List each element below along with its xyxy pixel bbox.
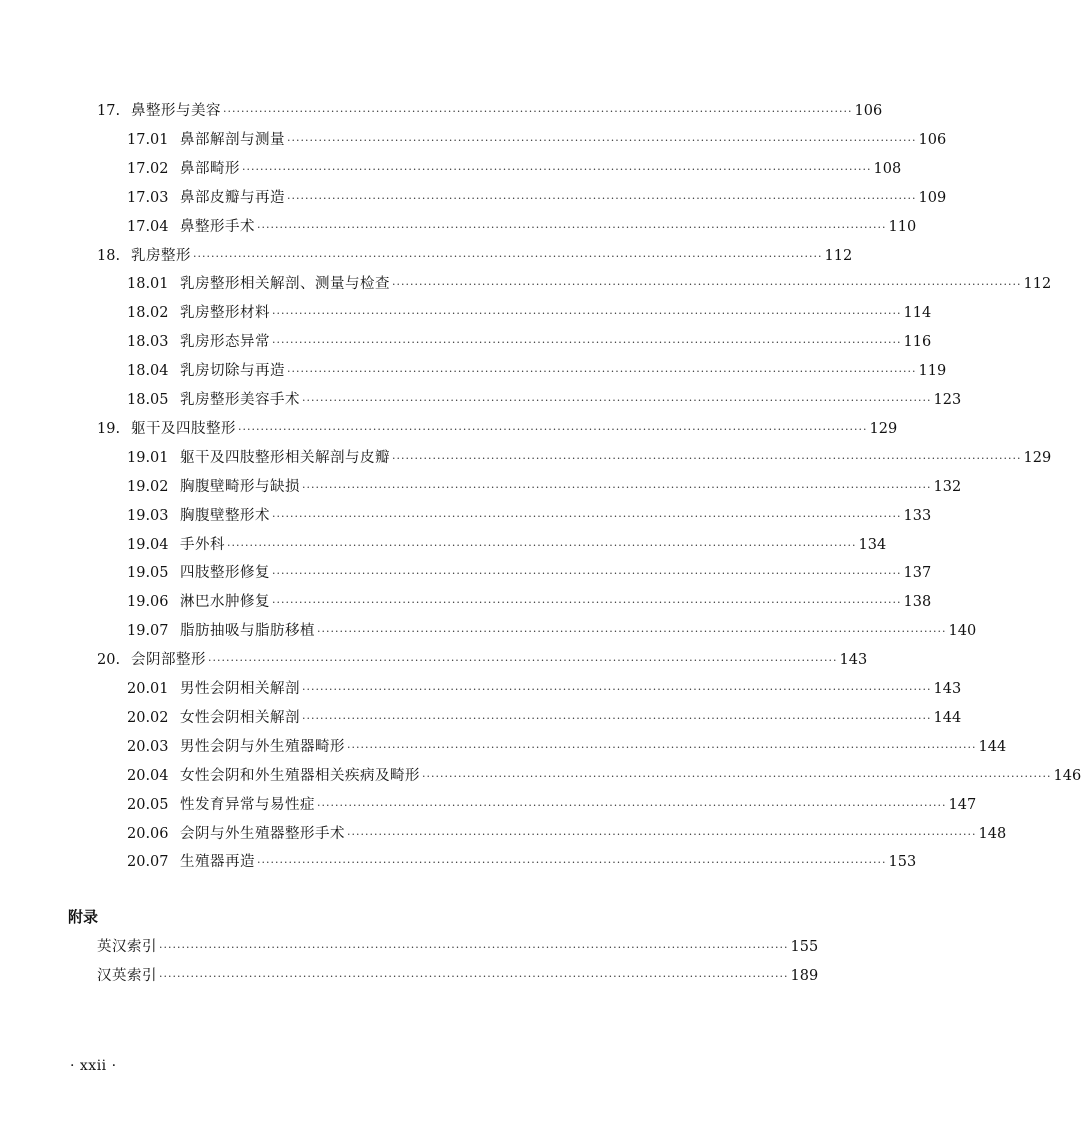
entry-number: 19.02 <box>127 479 169 495</box>
entry-number: 20.03 <box>127 739 169 755</box>
toc-section-entry[interactable] <box>127 331 932 353</box>
appendix-heading: 附录 <box>68 908 99 926</box>
entry-page-number: 138 <box>903 594 932 610</box>
dot-leader: ············································································································································ <box>287 192 917 205</box>
dot-leader: ············································································································································ <box>302 394 932 407</box>
entry-number: 19.06 <box>127 594 169 610</box>
entry-number: 19.04 <box>127 537 169 553</box>
entry-page-number: 109 <box>918 190 947 206</box>
entry-page-number: 112 <box>824 248 853 264</box>
entry-page-number: 143 <box>839 652 868 668</box>
entry-page-number: 134 <box>858 537 887 553</box>
toc-section-entry[interactable] <box>127 736 1007 758</box>
entry-page-number: 153 <box>888 854 917 870</box>
dot-leader: ············································································································································ <box>238 423 868 436</box>
dot-leader: ············································································································································ <box>287 134 917 147</box>
entry-page-number: 129 <box>869 421 898 437</box>
entry-number: 20.04 <box>127 768 169 784</box>
entry-title: 鼻整形与美容 <box>131 103 221 119</box>
entry-title: 手外科 <box>180 537 225 553</box>
dot-leader: ············································································································································ <box>223 105 853 118</box>
entry-title: 生殖器再造 <box>180 854 255 870</box>
toc-chapter-entry[interactable] <box>97 100 883 122</box>
page-number-footer: · xxii · <box>70 1058 117 1074</box>
entry-title: 男性会阴与外生殖器畸形 <box>180 739 345 755</box>
entry-title: 脂肪抽吸与脂肪移植 <box>180 623 315 639</box>
entry-page-number: 123 <box>933 392 962 408</box>
dot-leader: ············································································································································ <box>272 596 902 609</box>
entry-number: 19. <box>97 421 121 437</box>
dot-leader: ············································································································································ <box>302 683 932 696</box>
entry-title: 女性会阴和外生殖器相关疾病及畸形 <box>180 768 420 784</box>
entry-title: 胸腹壁整形术 <box>180 508 270 524</box>
entry-number: 18.02 <box>127 305 169 321</box>
toc-section-entry[interactable] <box>127 505 932 527</box>
toc-section-entry[interactable] <box>127 678 962 700</box>
entry-title: 胸腹壁畸形与缺损 <box>180 479 300 495</box>
entry-page-number: 108 <box>873 161 902 177</box>
entry-title: 会阴部整形 <box>131 652 206 668</box>
dot-leader: ············································································································································ <box>272 510 902 523</box>
toc-section-entry[interactable] <box>127 765 1081 787</box>
dot-leader: ············································································································································ <box>159 941 789 954</box>
dot-leader: ············································································································································ <box>208 654 838 667</box>
toc-section-entry[interactable] <box>127 794 977 816</box>
dot-leader: ············································································································································ <box>317 625 947 638</box>
entry-number: 19.03 <box>127 508 169 524</box>
entry-number: 18.01 <box>127 276 169 292</box>
toc-chapter-entry[interactable] <box>97 649 868 671</box>
entry-page-number: 114 <box>903 305 932 321</box>
entry-page-number: 144 <box>933 710 962 726</box>
entry-title: 男性会阴相关解剖 <box>180 681 300 697</box>
entry-number: 18.04 <box>127 363 169 379</box>
toc-section-entry[interactable] <box>127 476 962 498</box>
entry-number: 20.07 <box>127 854 169 870</box>
entry-page-number: 140 <box>948 623 977 639</box>
entry-number: 20.05 <box>127 797 169 813</box>
entry-title: 乳房整形相关解剖、测量与检查 <box>180 276 390 292</box>
entry-page-number: 110 <box>888 219 917 235</box>
dot-leader: ············································································································································ <box>317 799 947 812</box>
entry-title: 躯干及四肢整形相关解剖与皮瓣 <box>180 450 390 466</box>
dot-leader: ············································································································································ <box>302 481 932 494</box>
entry-page-number: 106 <box>854 103 883 119</box>
entry-number: 20.01 <box>127 681 169 697</box>
entry-page-number: 147 <box>948 797 977 813</box>
entry-number: 19.01 <box>127 450 169 466</box>
entry-title: 鼻部畸形 <box>180 161 240 177</box>
dot-leader: ············································································································································ <box>392 278 1022 291</box>
entry-title: 乳房整形美容手术 <box>180 392 300 408</box>
toc-section-entry[interactable] <box>127 129 947 151</box>
entry-page-number: 189 <box>790 968 819 984</box>
entry-number: 18.05 <box>127 392 169 408</box>
entry-number: 20.06 <box>127 826 169 842</box>
entry-page-number: 143 <box>933 681 962 697</box>
entry-page-number: 106 <box>918 132 947 148</box>
entry-number: 17.02 <box>127 161 169 177</box>
entry-page-number: 148 <box>978 826 1007 842</box>
dot-leader: ············································································································································ <box>272 307 902 320</box>
entry-page-number: 119 <box>918 363 947 379</box>
dot-leader: ············································································································································ <box>193 250 823 263</box>
entry-number: 17.01 <box>127 132 169 148</box>
entry-title: 四肢整形修复 <box>180 565 270 581</box>
entry-page-number: 112 <box>1023 276 1052 292</box>
dot-leader: ············································································································································ <box>227 539 857 552</box>
dot-leader: ············································································································································ <box>257 856 887 869</box>
entry-page-number: 116 <box>903 334 932 350</box>
entry-title: 汉英索引 <box>97 968 157 984</box>
toc-section-entry[interactable] <box>127 707 962 729</box>
entry-number: 17.03 <box>127 190 169 206</box>
entry-page-number: 132 <box>933 479 962 495</box>
entry-number: 17.04 <box>127 219 169 235</box>
toc-section-entry[interactable] <box>127 187 947 209</box>
appendix-entry[interactable] <box>97 936 819 958</box>
toc-section-entry[interactable] <box>127 591 932 613</box>
toc-section-entry[interactable] <box>127 360 947 382</box>
dot-leader: ············································································································································ <box>347 741 977 754</box>
entry-number: 20.02 <box>127 710 169 726</box>
toc-section-entry[interactable] <box>127 562 932 584</box>
toc-section-entry[interactable] <box>127 158 902 180</box>
entry-number: 19.07 <box>127 623 169 639</box>
entry-title: 乳房整形 <box>131 248 191 264</box>
dot-leader: ············································································································································ <box>347 828 977 841</box>
dot-leader: ············································································································································ <box>159 970 789 983</box>
toc-section-entry[interactable] <box>127 534 887 556</box>
toc-chapter-entry[interactable] <box>97 418 898 440</box>
entry-number: 18.03 <box>127 334 169 350</box>
toc-chapter-entry[interactable] <box>97 245 853 267</box>
toc-section-entry[interactable] <box>127 620 977 642</box>
entry-title: 鼻整形手术 <box>180 219 255 235</box>
toc-section-entry[interactable] <box>127 216 917 238</box>
entry-title: 性发育异常与易性症 <box>180 797 315 813</box>
toc-section-entry[interactable] <box>127 447 1052 469</box>
toc-section-entry[interactable] <box>127 823 1007 845</box>
entry-title: 乳房切除与再造 <box>180 363 285 379</box>
dot-leader: ············································································································································ <box>257 221 887 234</box>
dot-leader: ············································································································································ <box>287 365 917 378</box>
entry-title: 女性会阴相关解剖 <box>180 710 300 726</box>
toc-section-entry[interactable] <box>127 302 932 324</box>
entry-title: 躯干及四肢整形 <box>131 421 236 437</box>
entry-page-number: 137 <box>903 565 932 581</box>
entry-number: 19.05 <box>127 565 169 581</box>
entry-title: 鼻部皮瓣与再造 <box>180 190 285 206</box>
toc-section-entry[interactable] <box>127 851 917 873</box>
entry-title: 乳房整形材料 <box>180 305 270 321</box>
entry-title: 鼻部解剖与测量 <box>180 132 285 148</box>
entry-page-number: 129 <box>1023 450 1052 466</box>
entry-title: 会阴与外生殖器整形手术 <box>180 826 345 842</box>
entry-page-number: 155 <box>790 939 819 955</box>
dot-leader: ············································································································································ <box>242 163 872 176</box>
entry-number: 18. <box>97 248 121 264</box>
entry-number: 17. <box>97 103 121 119</box>
toc-section-entry[interactable] <box>127 273 1052 295</box>
dot-leader: ············································································································································ <box>272 567 902 580</box>
dot-leader: ············································································································································ <box>392 452 1022 465</box>
entry-title: 英汉索引 <box>97 939 157 955</box>
entry-title: 淋巴水肿修复 <box>180 594 270 610</box>
entry-page-number: 146 <box>1053 768 1081 784</box>
appendix-entry[interactable] <box>97 965 819 987</box>
entry-page-number: 133 <box>903 508 932 524</box>
entry-number: 20. <box>97 652 121 668</box>
toc-section-entry[interactable] <box>127 389 962 411</box>
entry-title: 乳房形态异常 <box>180 334 270 350</box>
dot-leader: ············································································································································ <box>272 336 902 349</box>
entry-page-number: 144 <box>978 739 1007 755</box>
dot-leader: ············································································································································ <box>422 770 1052 783</box>
dot-leader: ············································································································································ <box>302 712 932 725</box>
